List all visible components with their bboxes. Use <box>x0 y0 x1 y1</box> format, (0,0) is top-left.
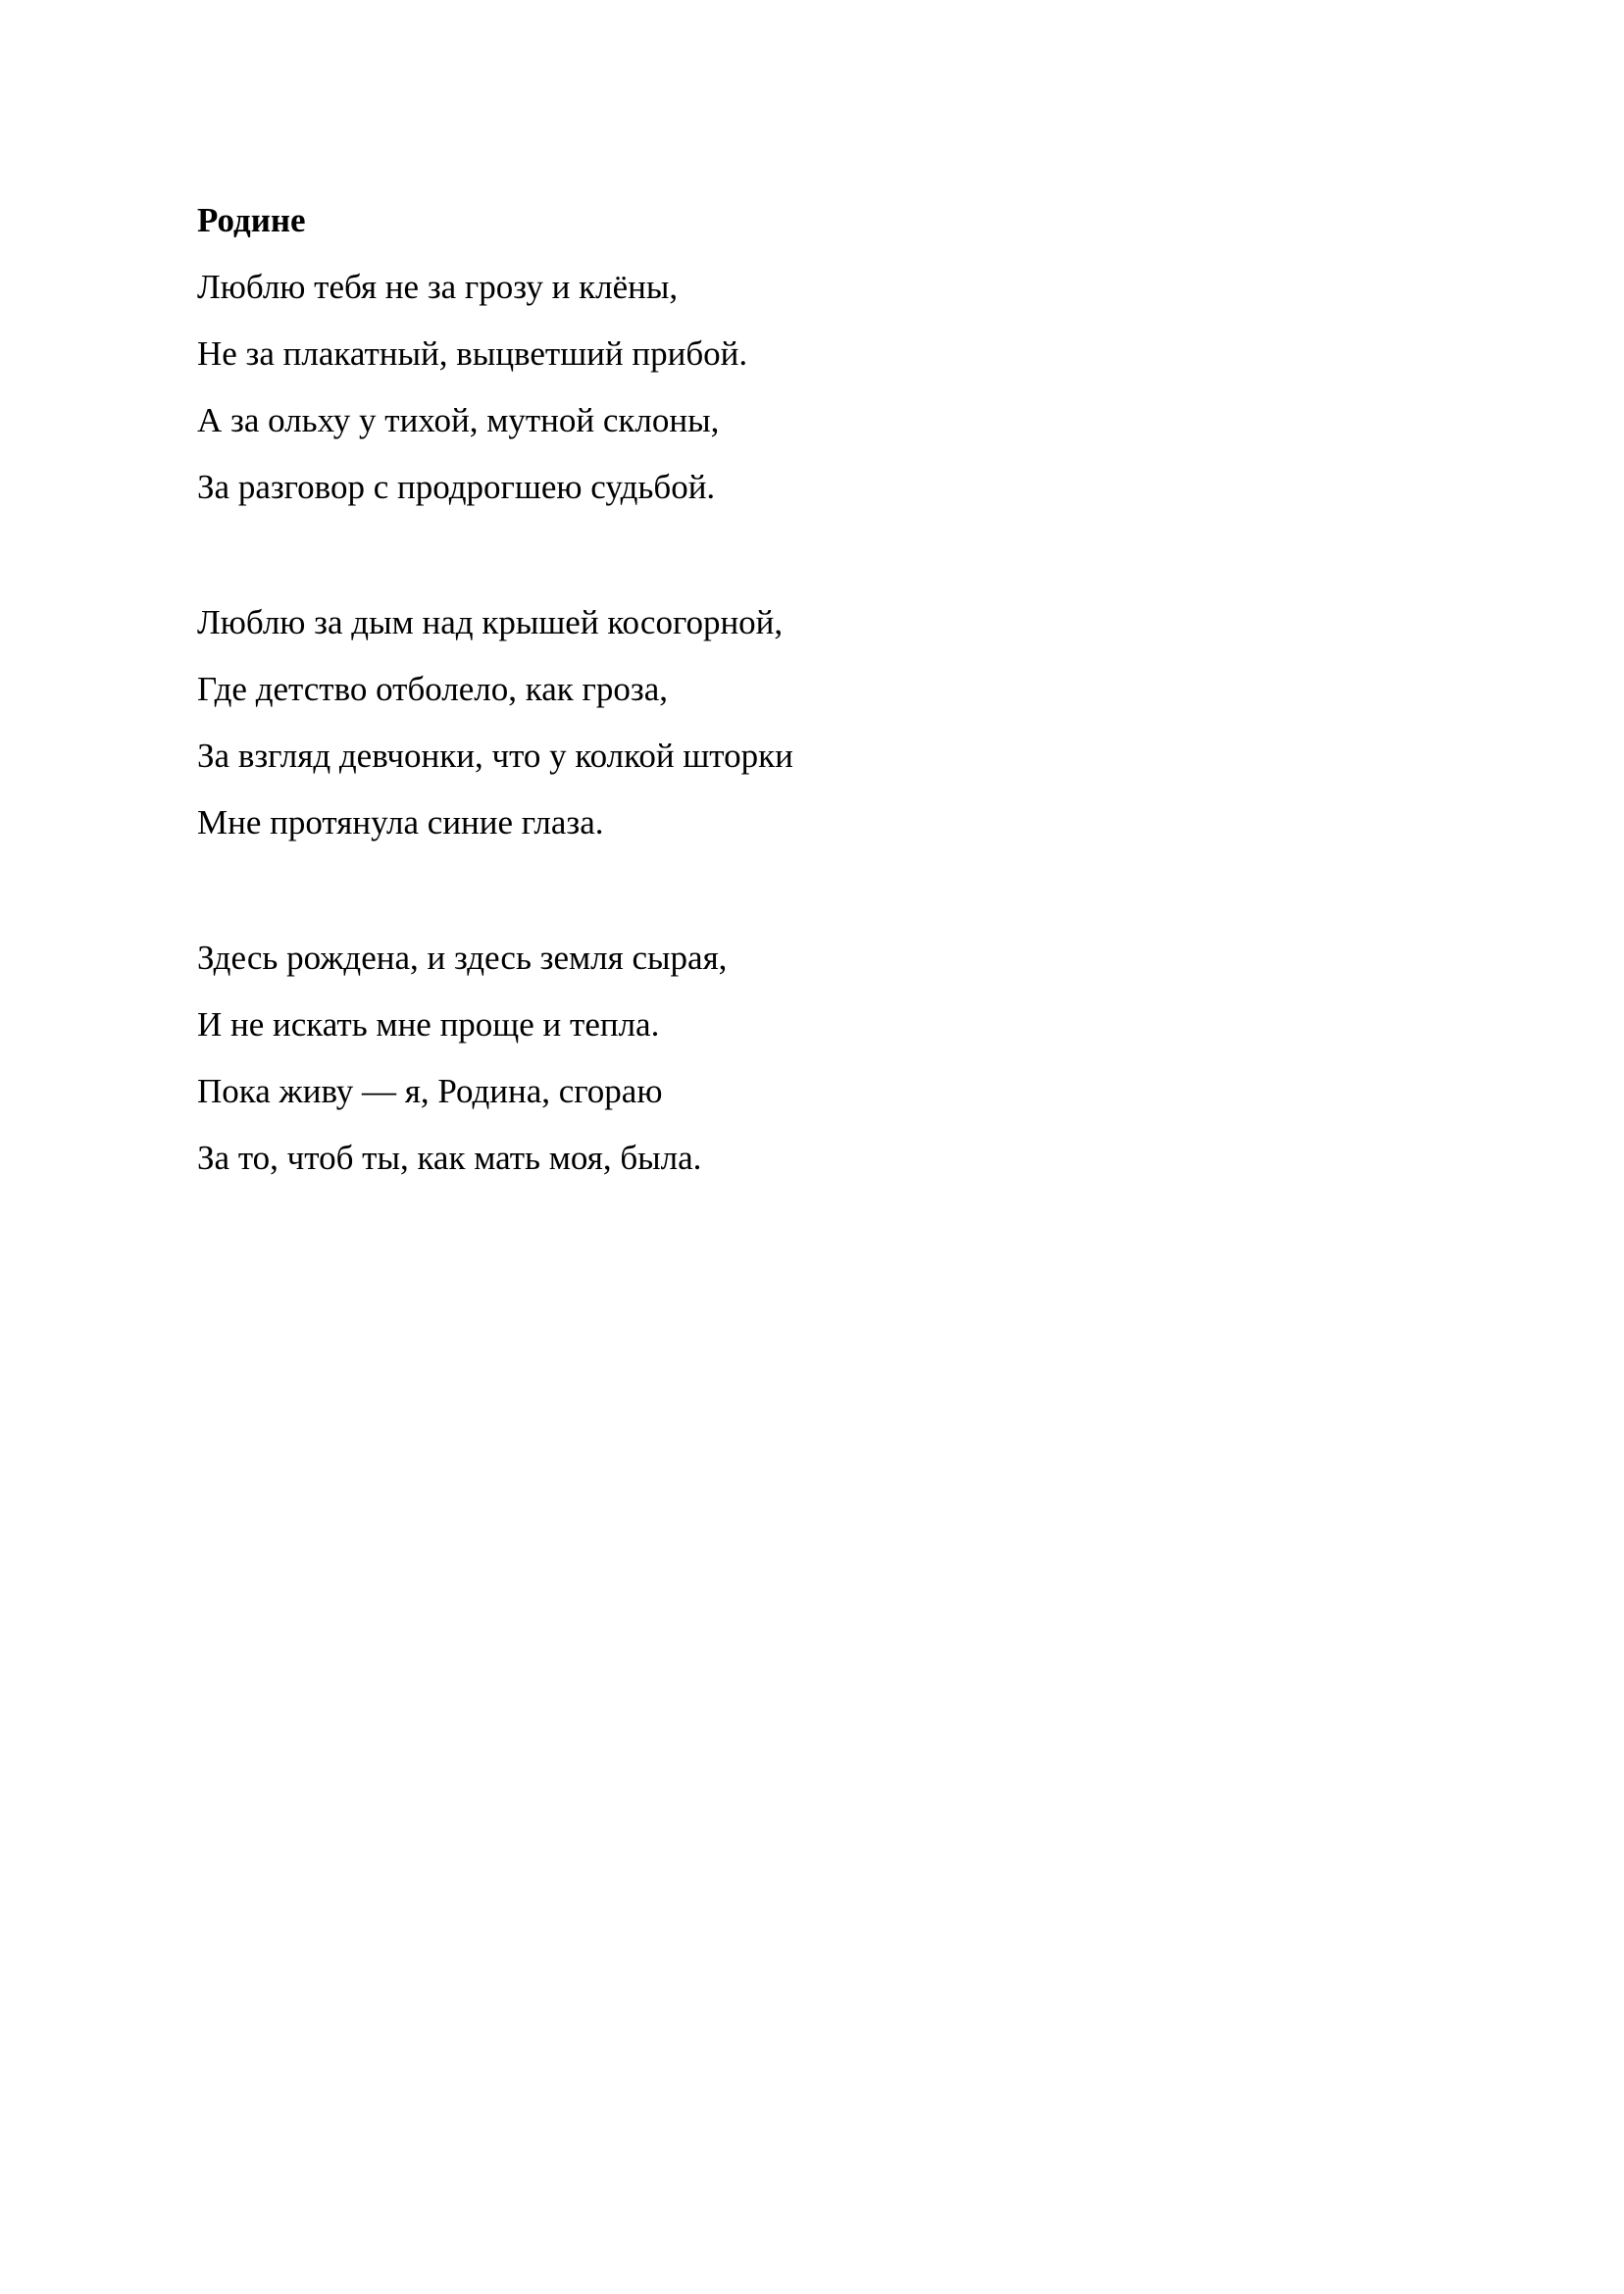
poem-line: Где детство отболело, как гроза, <box>197 670 669 708</box>
stanza-1 <box>197 263 1423 530</box>
poem-line: А за ольху у тихой, мутной склоны, <box>197 401 720 439</box>
stanza-3 <box>197 934 1423 1200</box>
poem <box>197 196 1423 1200</box>
poem-line: Не за плакатный, выцветший прибой. <box>197 334 748 373</box>
poem-line: И не искать мне проще и тепла. <box>197 1005 660 1044</box>
stanza-separator <box>197 865 1423 934</box>
poem-line: За взгляд девчонки, что у колкой шторки <box>197 737 793 775</box>
poem-line: Люблю за дым над крышей косогорной, <box>197 603 784 641</box>
poem-line: Мне протянула синие глаза. <box>197 803 604 841</box>
stanza-separator <box>197 530 1423 598</box>
poem-line: Люблю тебя не за грозу и клёны, <box>197 268 679 306</box>
poem-line: Здесь рождена, и здесь земля сырая, <box>197 939 728 977</box>
stanza-2 <box>197 598 1423 865</box>
poem-line: За разговор с продрогшею судьбой. <box>197 468 716 506</box>
poem-line: Пока живу — я, Родина, сгораю <box>197 1072 663 1110</box>
poem-line: За то, чтоб ты, как мать моя, была. <box>197 1139 702 1177</box>
poem-title: Родине <box>197 201 306 239</box>
